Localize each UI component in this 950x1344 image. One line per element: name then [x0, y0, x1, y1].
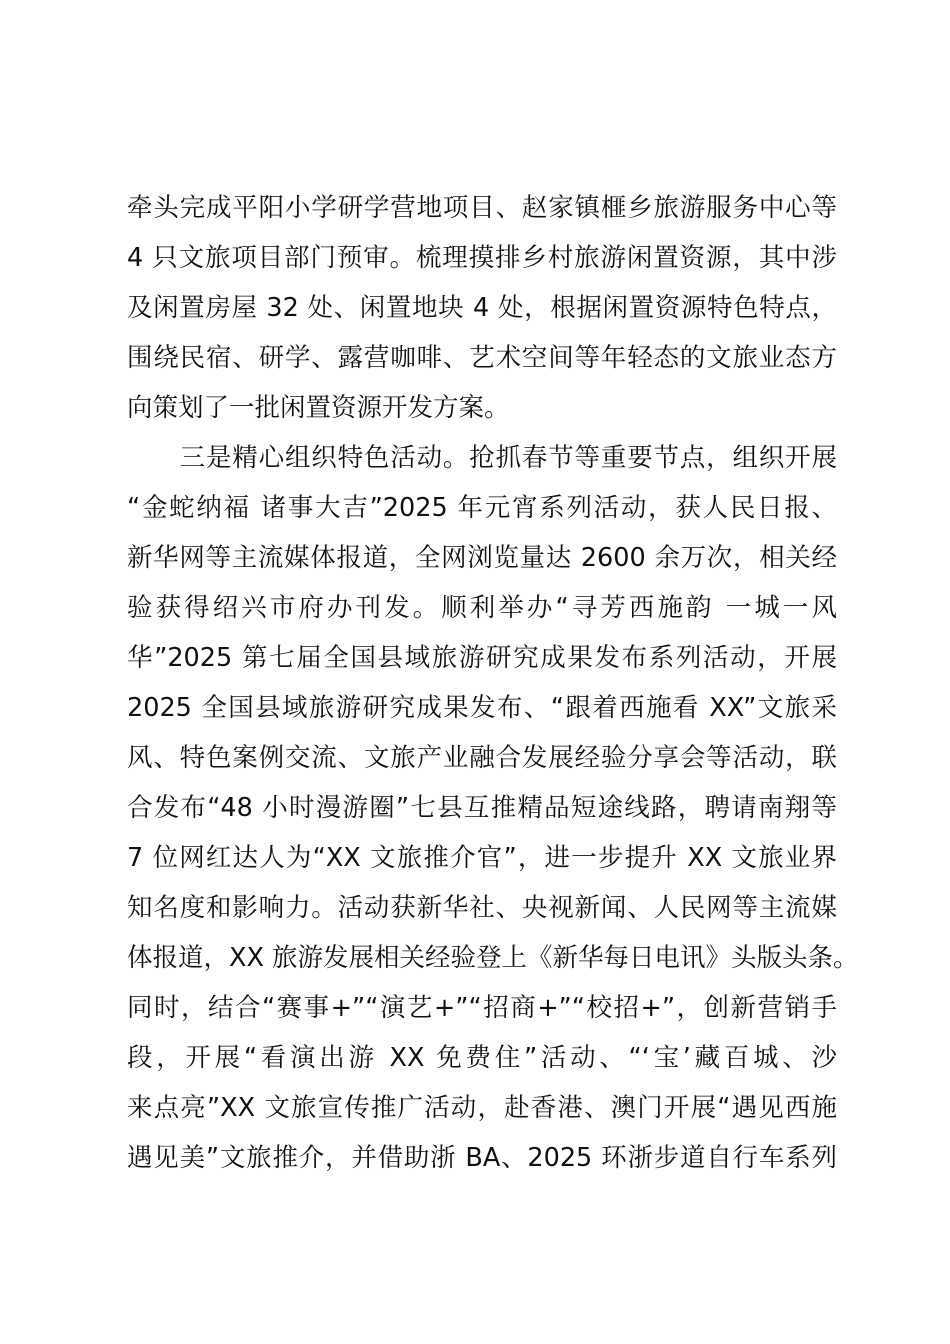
- text-line: 体报道，XX 旅游发展相关经验登上《新华每日电讯》头版头条。: [127, 943, 859, 973]
- text-line: 同时，结合“赛事+”“演艺+”“招商+”“校招+”，创新营销手: [127, 993, 837, 1023]
- body-text: [127, 183, 859, 1183]
- text-line: 新华网等主流媒体报道，全网浏览量达 2600 余万次，相关经: [127, 543, 837, 573]
- text-line: 三是精心组织特色活动。抢抓春节等重要节点，组织开展: [127, 443, 837, 473]
- text-line: 牵头完成平阳小学研学营地项目、赵家镇榧乡旅游服务中心等: [127, 193, 837, 223]
- text-line: 知名度和影响力。活动获新华社、央视新闻、人民网等主流媒: [127, 893, 837, 923]
- text-line: 遇见美”文旅推介，并借助浙 BA、2025 环浙步道自行车系列: [127, 1143, 837, 1173]
- text-line: 及闲置房屋 32 处、闲置地块 4 处，根据闲置资源特色特点，: [127, 293, 837, 323]
- text-line: 向策划了一批闲置资源开发方案。: [127, 393, 510, 423]
- text-line: 围绕民宿、研学、露营咖啡、艺术空间等年轻态的文旅业态方: [127, 343, 837, 373]
- text-line: 验获得绍兴市府办刊发。顺利举办“寻芳西施韵 一城一风: [127, 593, 837, 623]
- text-line: “金蛇纳福 诸事大吉”2025 年元宵系列活动，获人民日报、: [127, 493, 837, 523]
- text-line: 2025 全国县域旅游研究成果发布、“跟着西施看 XX”文旅采: [127, 693, 837, 723]
- text-line: 风、特色案例交流、文旅产业融合发展经验分享会等活动，联: [127, 743, 837, 773]
- text-line: 华”2025 第七届全国县域旅游研究成果发布系列活动，开展: [127, 643, 837, 673]
- text-line: 合发布“48 小时漫游圈”七县互推精品短途线路，聘请南翔等: [127, 793, 837, 823]
- text-line: 来点亮”XX 文旅宣传推广活动，赴香港、澳门开展“遇见西施: [127, 1093, 837, 1123]
- text-line: 7 位网红达人为“XX 文旅推介官”，进一步提升 XX 文旅业界: [127, 843, 837, 873]
- text-line: 段，开展“看演出游 XX 免费住”活动、“‘宝’藏百城、沙: [127, 1043, 837, 1073]
- text-line: 4 只文旅项目部门预审。梳理摸排乡村旅游闲置资源，其中涉: [127, 243, 837, 273]
